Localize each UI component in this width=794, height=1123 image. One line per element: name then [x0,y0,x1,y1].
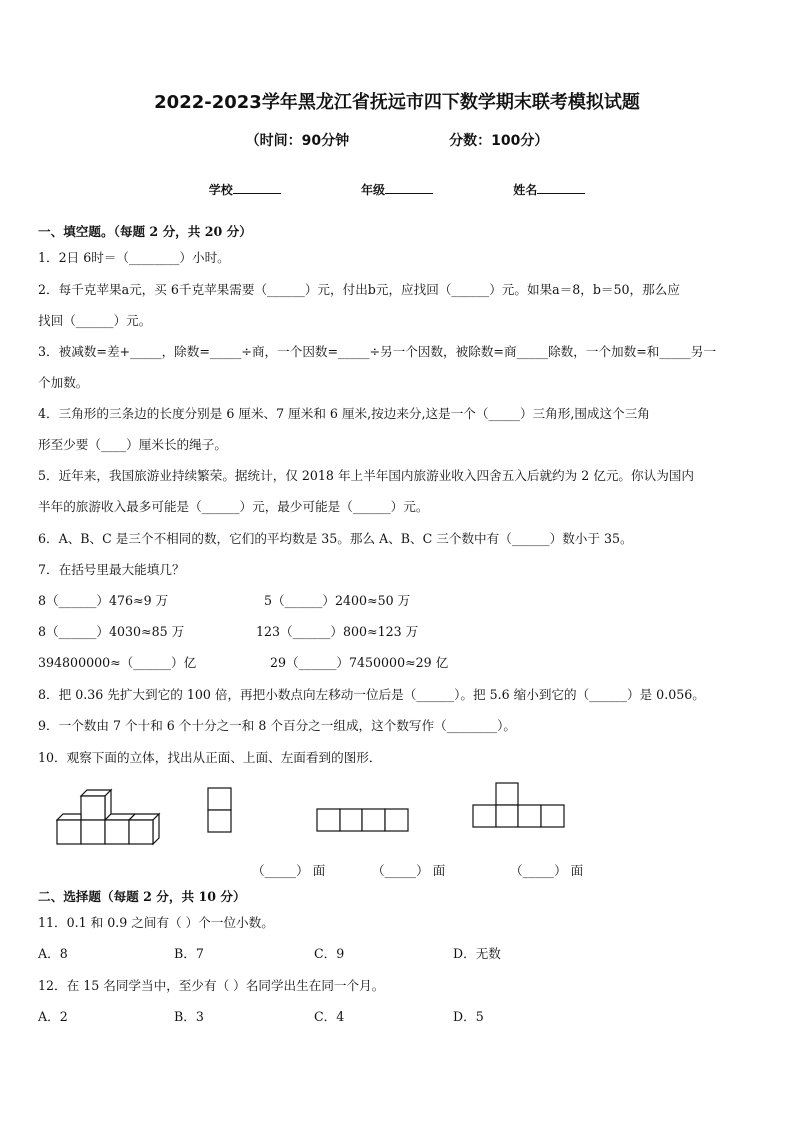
option-a: A．8 [38,946,68,961]
view-option-3 [472,782,566,830]
time-limit: （时间：90分钟 [245,133,350,149]
grade-field[interactable]: 年级 [361,181,433,198]
question-10-answer: （_____） 面 [252,863,326,878]
exam-meta [0,130,794,150]
question-11: 11．0.1 和 0.9 之间有（ ）个一位小数。 [38,915,274,930]
section-2-heading: 二、选择题（每题 2 分，共 10 分） [38,889,246,904]
question-9: 9．一个数由 7 个十和 6 个十分之一和 8 个百分之一组成，这个数写作（________）。 [38,718,516,733]
name-field[interactable]: 姓名 [513,181,585,198]
question-3-line-1: 3．被减数=差+_____，除数=_____÷商，一个因数=_____÷另一个因数，被除数=商_____除数，一个加数=和_____另一 [38,344,717,359]
question-10-answer: （_____） 面 [372,863,446,878]
question-10: 10．观察下面的立体，找出从正面、上面、左面看到的图形． [38,750,382,765]
option-c: C．9 [314,946,345,961]
question-7-item: 5（______）2400≈50 万 [264,593,411,608]
question-4-line-1: 4．三角形的三条边的长度分别是 6 厘米、7 厘米和 6 厘米,按边来分,这是一个（_____）三角形,围成这个三角 [38,406,650,421]
option-b: B．3 [174,1009,204,1024]
page-title: 2022-2023学年黑龙江省抚远市四下数学期末联考模拟试题 [154,92,640,113]
question-5-line-2: 半年的旅游收入最多可能是（______）元，最少可能是（______）元。 [38,499,429,514]
question-7-item: 8（______）4030≈85 万 [38,624,185,639]
total-score: 分数：100分） [449,133,549,149]
option-b: B．7 [174,946,204,961]
question-5-line-1: 5．近年来，我国旅游业持续繁荣。据统计，仅 2018 年上半年国内旅游业收入四舍五入后就约为 2 亿元。你认为国内 [38,468,694,483]
option-d: D．5 [453,1009,484,1024]
question-7-item: 8（______）476≈9 万 [38,593,169,608]
question-2-line-1: 2．每千克苹果a元，买 6千克苹果需要（______）元，付出b元，应找回（______）元。如果a＝8，b＝50，那么应 [38,282,680,297]
question-7: 7．在括号里最大能填几？ [38,562,185,577]
option-a: A．2 [38,1009,68,1024]
school-field[interactable]: 学校 [209,181,281,198]
question-6: 6．A、B、C 是三个不相同的数，它们的平均数是 35。那么 A、B、C 三个数中有（______）数小于 35。 [38,531,633,546]
question-12: 12．在 15 名同学当中，至少有（ ）名同学出生在同一个月。 [38,978,385,993]
student-info [0,181,794,198]
solid-figure [56,786,168,846]
view-option-2 [316,808,410,832]
question-1: 1．2日 6时＝（________）小时。 [38,250,230,265]
question-7-item: 29（______）7450000≈29 亿 [270,655,449,670]
question-10-answer: （_____） 面 [510,863,584,878]
question-7-item: 394800000≈（______）亿 [38,655,197,670]
question-3-line-2: 个加数。 [38,375,89,390]
question-8: 8．把 0.36 先扩大到它的 100 倍，再把小数点向左移动一位后是（______）。把 5.6 缩小到它的（______）是 0.056。 [38,687,705,702]
question-7-item: 123（______）800≈123 万 [256,624,419,639]
view-option-1 [207,787,233,835]
question-2-line-2: 找回（______）元。 [38,313,152,328]
section-1-heading: 一、填空题。（每题 2 分，共 20 分） [38,224,252,239]
option-c: C．4 [314,1009,345,1024]
question-4-line-2: 形至少要（____）厘米长的绳子。 [38,437,227,452]
option-d: D．无数 [453,946,501,961]
